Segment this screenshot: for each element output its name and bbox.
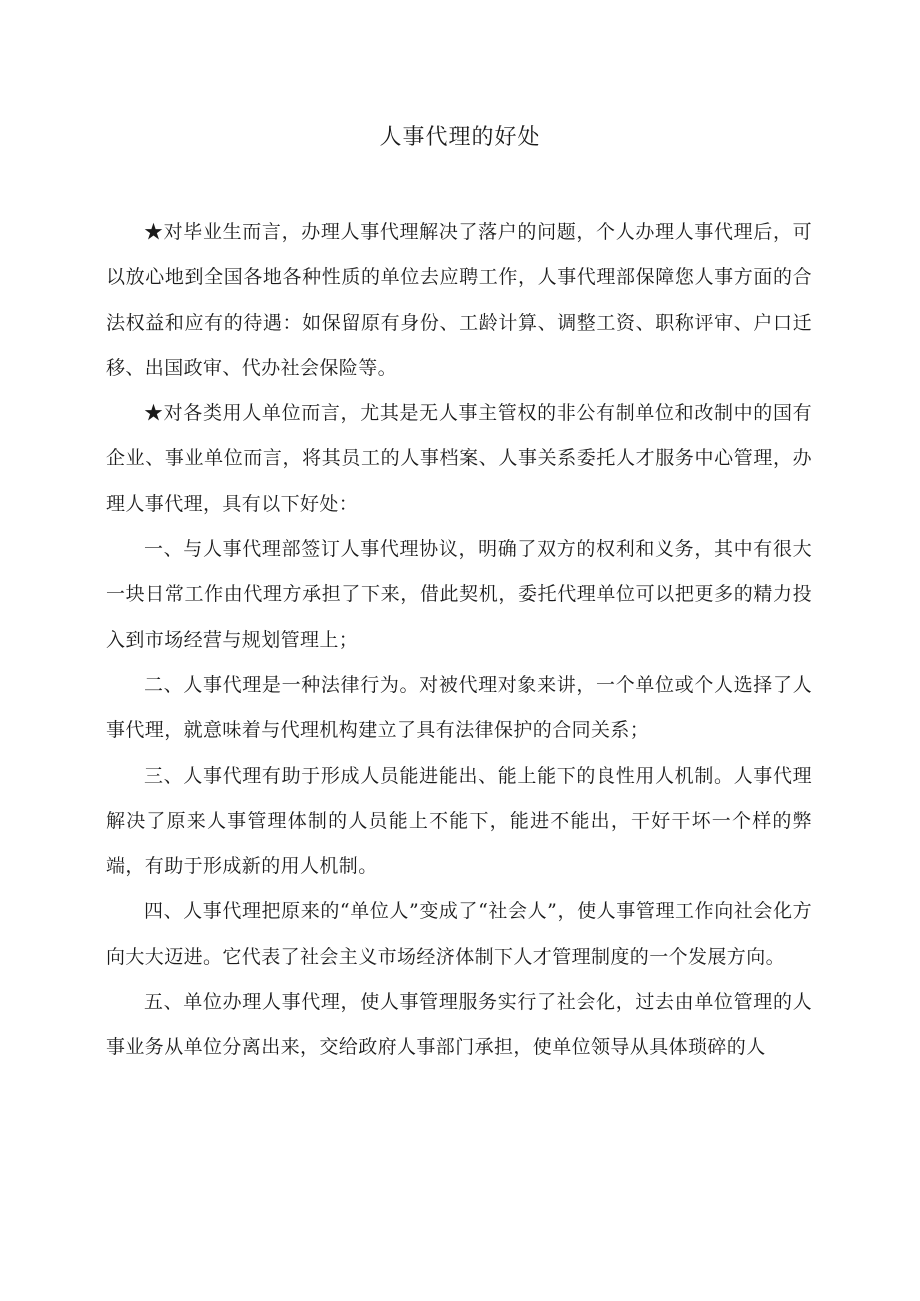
paragraph-employers: ★对各类用人单位而言，尤其是无人事主管权的非公有制单位和改制中的国有企业、事业单位而言，将其员工的人事档案、人事关系委托人才服务中心管理，办理人事代理，具有以下好处： — [106, 402, 812, 515]
paragraph-benefit-2: 二、人事代理是一种法律行为。对被代理对象来讲，一个单位或个人选择了人事代理，就意味着与代理机构建立了具有法律保护的合同关系； — [106, 673, 812, 742]
document-title: 人事代理的好处 — [379, 125, 541, 150]
paragraph-benefit-3: 三、人事代理有助于形成人员能进能出、能上能下的良性用人机制。人事代理解决了原来人事管理体制的人员能上不能下，能进不能出，干好干坏一个样的弊端，有助于形成新的用人机制。 — [106, 764, 812, 878]
paragraph-graduates: ★对毕业生而言，办理人事代理解决了落户的问题，个人办理人事代理后，可以放心地到全国各地各种性质的单位去应聘工作，人事代理部保障您人事方面的合法权益和应有的待遇：如保留原有身份、工龄计算、调整工资、职称评审、户口迁移、出国政审、代办社会保险等。 — [106, 221, 812, 379]
paragraph-benefit-4: 四、人事代理把原来的“单位人”变成了“社会人”，使人事管理工作向社会化方向大大迈进。它代表了社会主义市场经济体制下人才管理制度的一个发展方向。 — [106, 900, 812, 968]
document-body — [106, 210, 812, 1071]
paragraph-benefit-1: 一、与人事代理部签订人事代理协议，明确了双方的权利和义务，其中有很大一块日常工作由代理方承担了下来，借此契机，委托代理单位可以把更多的精力投入到市场经营与规划管理上； — [106, 538, 812, 651]
paragraph-benefit-5: 五、单位办理人事代理，使人事管理服务实行了社会化，过去由单位管理的人事业务从单位分离出来，交给政府人事部门承担，使单位领导从具体琐碎的人 — [106, 991, 812, 1059]
